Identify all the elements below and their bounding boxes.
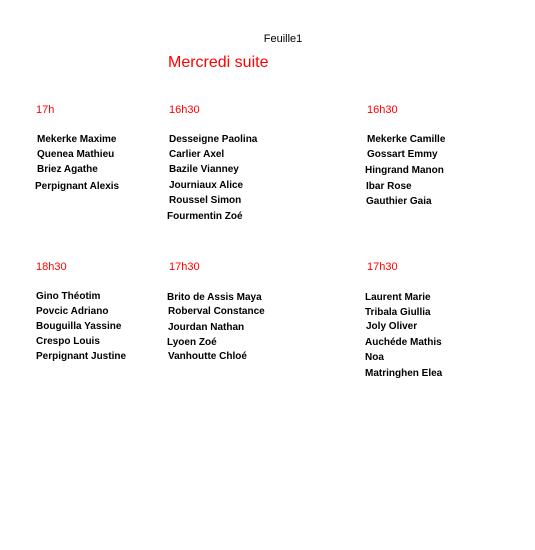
sheet-name: Feuille1 — [263, 33, 303, 45]
list-item: Perpignant Alexis — [35, 181, 120, 192]
list-item: Perpignant Justine — [36, 351, 127, 362]
list-item: Fourmentin Zoé — [167, 211, 243, 222]
list-item: Bazile Vianney — [169, 164, 239, 175]
list-item: Auchéde Mathis — [365, 337, 442, 348]
list-item: Noa — [365, 352, 384, 363]
page-title: Mercredi suite — [168, 54, 269, 71]
list-item: Desseigne Paolina — [169, 134, 258, 145]
list-item: Hingrand Manon — [365, 165, 444, 176]
list-item: Mekerke Maxime — [37, 134, 117, 145]
list-item: Gossart Emmy — [367, 149, 438, 160]
slot-time-r2c1: 18h30 — [36, 261, 67, 273]
list-item: Crespo Louis — [36, 336, 100, 347]
slot-time-r1c2: 16h30 — [169, 104, 200, 116]
list-item: Roberval Constance — [168, 306, 265, 317]
list-item: Matringhen Elea — [365, 368, 443, 379]
list-item: Roussel Simon — [169, 195, 242, 206]
list-item: Laurent Marie — [365, 292, 431, 303]
slot-time-r1c3: 16h30 — [367, 104, 398, 116]
list-item: Joly Oliver — [366, 321, 418, 332]
list-item: Bouguilla Yassine — [36, 321, 122, 332]
list-item: Mekerke Camille — [367, 134, 446, 145]
slot-time-r1c1: 17h — [36, 104, 55, 116]
list-item: Gauthier Gaia — [366, 196, 432, 207]
slot-time-r2c3: 17h30 — [367, 261, 398, 273]
list-item: Jourdan Nathan — [168, 322, 245, 333]
list-item: Brito de Assis Maya — [167, 292, 262, 303]
list-item: Carlier Axel — [169, 149, 225, 160]
list-item: Quenea Mathieu — [37, 149, 115, 160]
list-item: Tribala Giullia — [365, 307, 431, 318]
list-item: Ibar Rose — [366, 181, 412, 192]
list-item: Gino Théotim — [36, 291, 101, 302]
list-item: Journiaux Alice — [169, 180, 244, 191]
list-item: Povcic Adriano — [36, 306, 109, 317]
slot-time-r2c2: 17h30 — [169, 261, 200, 273]
list-item: Lyoen Zoé — [167, 337, 217, 348]
list-item: Vanhoutte Chloé — [168, 351, 247, 362]
list-item: Briez Agathe — [37, 164, 98, 175]
